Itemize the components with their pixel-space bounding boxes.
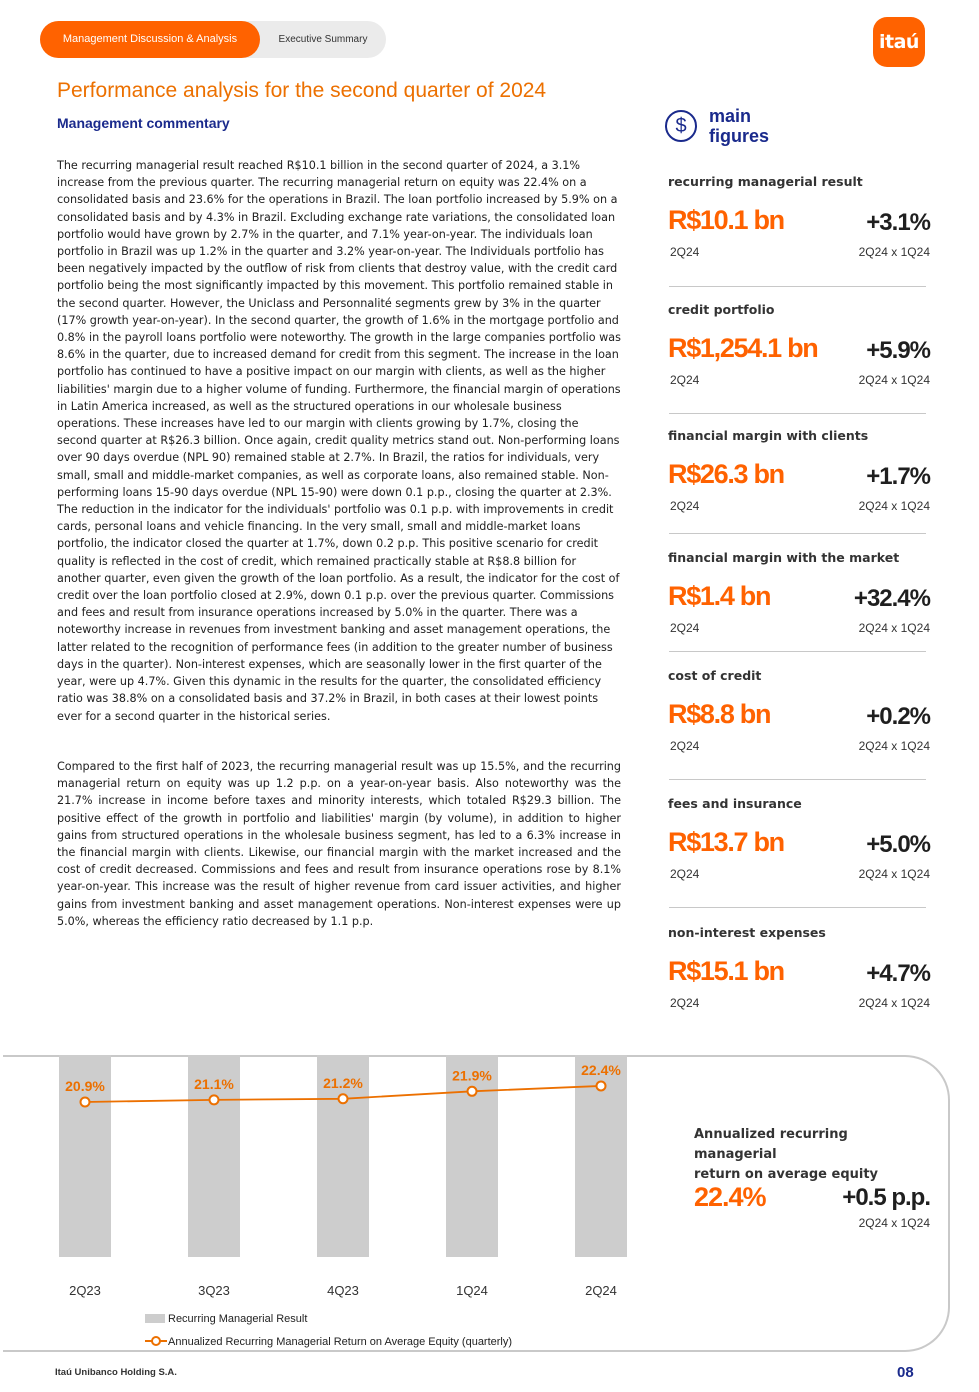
metric-label: fees and insurance (668, 796, 802, 811)
metric-divider (669, 286, 926, 287)
roe-label-line2: return on average equity (694, 1167, 879, 1182)
metric-divider (669, 651, 926, 652)
main-figures-title (709, 106, 769, 146)
page-title: Performance analysis for the second quarter of 2024 (57, 79, 547, 102)
metric-value: R$10.1 bn (668, 205, 784, 235)
x-tick-label: 3Q23 (198, 1283, 230, 1298)
metric-label: non-interest expenses (668, 925, 826, 940)
dollar-circle-icon: $ (665, 110, 697, 142)
roe-point (339, 1094, 348, 1103)
roe-value-label: 22.4% (581, 1061, 621, 1078)
roe-point (81, 1098, 90, 1107)
metric-change: +3.1% (866, 209, 930, 236)
roe-label-line1: Annualized recurring managerial (694, 1127, 848, 1162)
metric-label: recurring managerial result (668, 174, 863, 189)
metric-period: 2Q24 (670, 499, 700, 513)
main-figures-title-line2: figures (709, 126, 770, 146)
roe-point (210, 1095, 219, 1104)
tab-management-discussion[interactable]: Management Discussion & Analysis (40, 21, 260, 58)
metric-change: +0.2% (866, 703, 930, 730)
footer-company: Itaú Unibanco Holding S.A. (55, 1367, 177, 1378)
metric-card (668, 174, 930, 264)
page-number: 08 (897, 1364, 914, 1381)
metric-card (668, 668, 930, 758)
metric-compare: 2Q24 x 1Q24 (858, 739, 930, 753)
metric-value: R$13.7 bn (668, 827, 784, 857)
main-figures-title-line1: main (709, 106, 752, 126)
x-tick-label: 2Q24 (585, 1283, 617, 1298)
tab-executive-summary[interactable]: Executive Summary (278, 34, 368, 45)
metric-label: financial margin with clients (668, 428, 869, 443)
legend-bar (145, 1313, 307, 1325)
metric-value: R$26.3 bn (668, 459, 784, 489)
x-tick-label: 2Q23 (69, 1283, 101, 1298)
legend-line-label: Annualized Recurring Managerial Return on Average Equity (quarterly) (168, 1336, 513, 1348)
metric-value: R$1,254.1 bn (668, 333, 818, 363)
metric-compare: 2Q24 x 1Q24 (858, 867, 930, 881)
metric-change: +5.0% (866, 831, 930, 858)
metric-change: +32.4% (853, 585, 930, 612)
metric-card (668, 550, 930, 640)
legend-bar-swatch (145, 1314, 165, 1323)
metric-period: 2Q24 (670, 373, 700, 387)
legend-line-swatch (145, 1336, 167, 1346)
metric-divider (669, 779, 926, 780)
metric-card (668, 428, 930, 518)
roe-value-label: 21.9% (452, 1067, 492, 1084)
roe-compare: 2Q24 x 1Q24 (858, 1216, 930, 1230)
legend-bar-label: Recurring Managerial Result (168, 1313, 308, 1325)
metric-card (668, 925, 930, 1015)
roe-point (468, 1087, 477, 1096)
metric-label: financial margin with the market (668, 550, 900, 565)
commentary-paragraph-1: The recurring managerial result reached R$10.1 billion in the second quarter of 2024, a 3.1% increase from the previous quarter. The recurring managerial return on equity was 22.4% on a consolidated basis and 23.6% for the operations in Brazil. The loan portfolio increased by 5.9% on a consolidated basis and by 4.3% in Brazil. Excluding exchange rate variations, the consolidated loan portfolio would have grown by 2.7% in the quarter, and 7.1% year-on-year. The individuals loan portfolio in Brazil was up 1.2% in the quarter and 3.2% year-on-year. The Individuals portfolio has been negatively impacted by the outflow of risk from clients that destroy value, with the credit card portfolio being the most significantly impacted by this movement. This portfolio remained stable in the second quarter. However, the Uniclass and Personnalité segments grew by 3% in the quarter (17% growth year-on-year). In the second quarter, the growth of 1.6% in the mortgage portfolio and 0.8% in the payroll loans portfolio were noteworthy. The growth in the large companies portfolio was 8.6% in the quarter, due to increased demand for credit from this segment. The increase in the loan portfolio has continued to have a positive impact on our margin with clients, as well as the higher liabilities' margin due to a higher volume of funding. Furthermore, the financial margin of operations in Latin America increased, as well as the structured operations in our wholesale business operations. These increases have led to our margin with clients growing by 1.7%, closing the second quarter at R$26.3 billion. Once again, credit quality metrics stand out. Non-performing loans over 90 days overdue (NPL 90) remained stable at 2.7%. In Brazil, the ratios for individuals, very small, small and middle-market companies, as well as corporate loans, also remained stable. Non-performing loans 15-90 days overdue (NPL 15-90) were down 0.1 p.p., closing the quarter at 2.3%. The reduction in the indicator for the individuals' portfolio was 0.1 p.p. with improvements in credit cards, personal loans and vehicle financing. In the very small, small and middle-market loans portfolio, the indicator closed the quarter at 1.7%, down 0.2 p.p. This positive scenario for credit quality is reflected in the cost of credit, which remained practically stable at R$8.8 billion for another quarter, even given the growth of the loan portfolio. As a result, the indicator for the cost of credit over the loan portfolio closed at 2.9%, down 0.1 p.p. over the previous quarter. Commissions and fees and result from insurance operations increased by 5.0% in the quarter. There was a noteworthy increase in revenues from investment banking and asset management operations, the latter related to the recognition of performance fees (in addition to the greater number of business days in the quarter). Non-interest expenses, which are seasonally lower in the first quarter of the year, were up 4.7%. Given this dynamic in the results for the quarter, the consolidated efficiency ratio was 38.8% on a consolidated basis and 37.2% in Brazil, in both cases at their lowest points ever for a second quarter in the historical series. (57, 159, 621, 723)
bar-1Q24 (446, 1055, 498, 1257)
metric-compare: 2Q24 x 1Q24 (858, 373, 930, 387)
roe-value-label: 21.1% (194, 1075, 234, 1092)
section-subtitle: Management commentary (57, 115, 230, 131)
roe-summary (694, 1125, 930, 1230)
itau-logo: itaú (873, 17, 925, 67)
roe-value-label: 20.9% (65, 1078, 105, 1094)
metric-value: R$15.1 bn (668, 956, 784, 986)
metric-period: 2Q24 (670, 996, 700, 1010)
metric-period: 2Q24 (670, 621, 700, 635)
legend-line (145, 1336, 512, 1348)
x-tick-label: 1Q24 (456, 1283, 488, 1298)
metric-period: 2Q24 (670, 739, 700, 753)
metric-divider (669, 907, 926, 908)
metric-change: +5.9% (866, 337, 930, 364)
metric-card (668, 796, 930, 886)
roe-value-label: 21.2% (323, 1074, 363, 1091)
metric-compare: 2Q24 x 1Q24 (858, 996, 930, 1010)
metric-change: +1.7% (866, 463, 930, 490)
x-tick-label: 4Q23 (327, 1283, 359, 1298)
metric-period: 2Q24 (670, 245, 700, 259)
metric-divider (669, 413, 926, 414)
metric-divider (669, 533, 926, 534)
roe-label (694, 1125, 930, 1185)
metric-compare: 2Q24 x 1Q24 (858, 621, 930, 635)
section-nav (40, 21, 386, 58)
metric-change: +4.7% (866, 960, 930, 987)
metric-compare: 2Q24 x 1Q24 (858, 245, 930, 259)
metric-label: cost of credit (668, 668, 762, 683)
roe-value: 22.4% (694, 1182, 766, 1212)
metric-value: R$1.4 bn (668, 581, 771, 611)
roe-change: +0.5 p.p. (842, 1184, 930, 1211)
commentary-paragraph-2: Compared to the first half of 2023, the recurring managerial result was up 15.5%, and the recurring managerial return on equity was up 1.2 p.p. on a year-on-year basis. Also noteworthy was the 21.7% increase in income before taxes and minority interests, which totaled R$29.3 billion. The positive effect of the growth in portfolio and liabilities' margin (by volume), in addition to higher gains from structured operations in the wholesale business segment, has led to a 6.3% increase in the financial margin with clients. Likewise, our financial margin with the market increased and the cost of credit decreased. Commissions and fees and result from insurance operations rose by 8.1% year-on-year. This increase was the result of higher revenue from card issuer activities, and higher gains from investment banking and asset management operations. Non-interest expenses were up 5.0%, whereas the efficiency ratio decreased by 1.1 p.p. (57, 760, 621, 928)
roe-point (597, 1081, 606, 1090)
roe-result-chart (0, 1055, 660, 1355)
metric-period: 2Q24 (670, 867, 700, 881)
metric-card (668, 302, 930, 392)
metric-label: credit portfolio (668, 302, 775, 317)
metric-compare: 2Q24 x 1Q24 (858, 499, 930, 513)
metric-value: R$8.8 bn (668, 699, 771, 729)
